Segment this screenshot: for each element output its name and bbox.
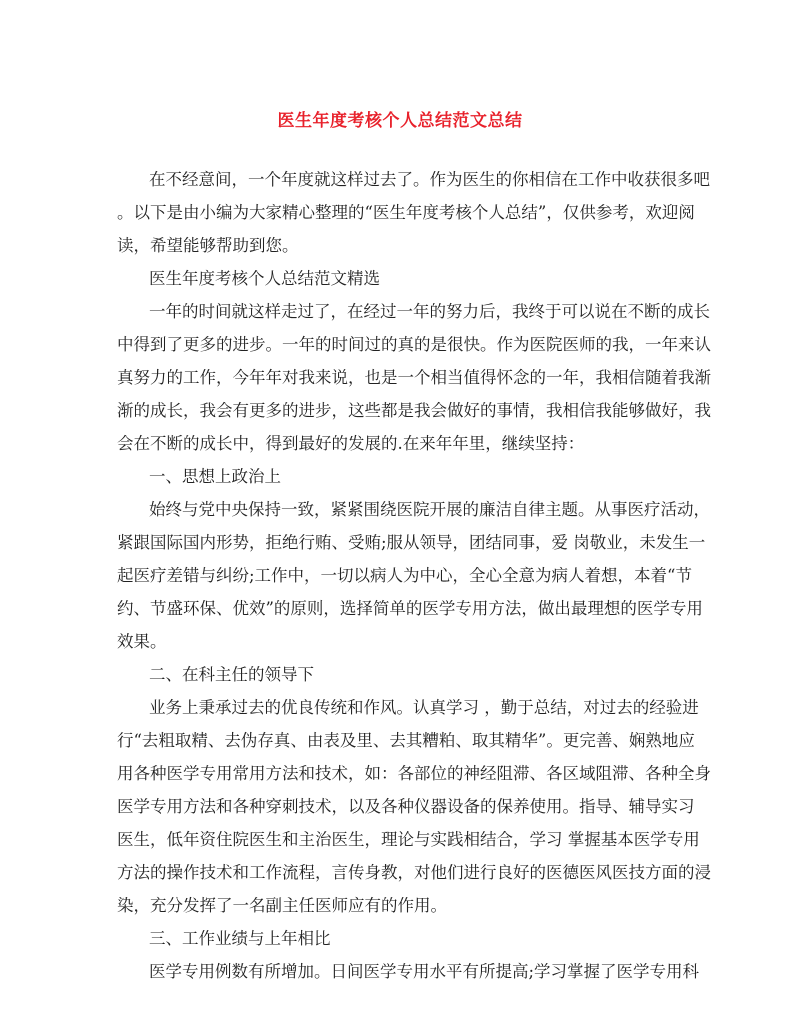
section-heading: 三、工作业绩与上年相比	[149, 929, 331, 948]
paragraph-line: 读，希望能够帮助到您。	[117, 236, 299, 255]
paragraph-line: 一年的时间就这样走过了，在经过一年的努力后，我终于可以说在不断的成长	[149, 302, 710, 321]
paragraph-line: 真努力的工作，今年年对我来说，也是一个相当值得怀念的一年，我相信随着我渐	[117, 368, 711, 387]
paragraph-line: 行“去粗取精、去伪存真、由表及里、去其糟粕、取其精华”。更完善、娴熟地应	[117, 731, 695, 750]
paragraph-line: 效果。	[117, 632, 167, 651]
paragraph-line: 紧跟国际国内形势，拒绝行贿、受贿;服从领导，团结同事，爱 岗敬业，未发生一	[117, 533, 706, 552]
paragraph-line: 中得到了更多的进步。一年的时间过的真的是很快。作为医院医师的我，一年来认	[117, 335, 711, 354]
paragraph-line: 染，充分发挥了一名副主任医师应有的作用。	[117, 896, 447, 915]
paragraph-line: 医学专用例数有所增加。日间医学专用水平有所提高;学习掌握了医学专用科	[149, 962, 700, 981]
paragraph-line: 业务上秉承过去的优良传统和作风。认真学习 ，勤于总结，对过去的经验进	[149, 698, 699, 717]
document-title: 医生年度考核个人总结范文总结	[277, 111, 523, 131]
paragraph-line: 方法的操作技术和工作流程，言传身教，对他们进行良好的医德医风医技方面的浸	[117, 863, 711, 882]
paragraph-line: 约、节盛环保、优效”的原则，选择简单的医学专用方法，做出最理想的医学专用	[117, 599, 703, 618]
paragraph-line: 医生，低年资住院医生和主治医生，理论与实践相结合，学习 掌握基本医学专用	[117, 830, 700, 849]
paragraph-line: 会在不断的成长中，得到最好的发展的.在来年年里，继续坚持：	[117, 434, 585, 453]
paragraph-line: 渐的成长，我会有更多的进步，这些都是我会做好的事情，我相信我能够做好，我	[117, 401, 711, 420]
paragraph-line: 。以下是由小编为大家精心整理的“医生年度考核个人总结”，仅供参考，欢迎阅	[117, 203, 695, 222]
paragraph-line: 医学专用方法和各种穿刺技术，以及各种仪器设备的保养使用。指导、辅导实习	[117, 797, 695, 816]
paragraph-line: 用各种医学专用常用方法和技术，如：各部位的神经阻滞、各区域阻滞、各种全身	[117, 764, 711, 783]
paragraph-line: 起医疗差错与纠纷;工作中，一切以病人为中心，全心全意为病人着想，本着“节	[117, 566, 692, 585]
paragraph-line: 始终与党中央保持一致，紧紧围绕医院开展的廉洁自律主题。从事医疗活动，	[149, 500, 710, 519]
section-subtitle: 医生年度考核个人总结范文精选	[149, 269, 380, 288]
section-heading: 二、在科主任的领导下	[149, 665, 314, 684]
section-heading: 一、思想上政治上	[149, 467, 281, 486]
paragraph-line: 在不经意间，一个年度就这样过去了。作为医生的你相信在工作中收获很多吧	[149, 170, 710, 189]
